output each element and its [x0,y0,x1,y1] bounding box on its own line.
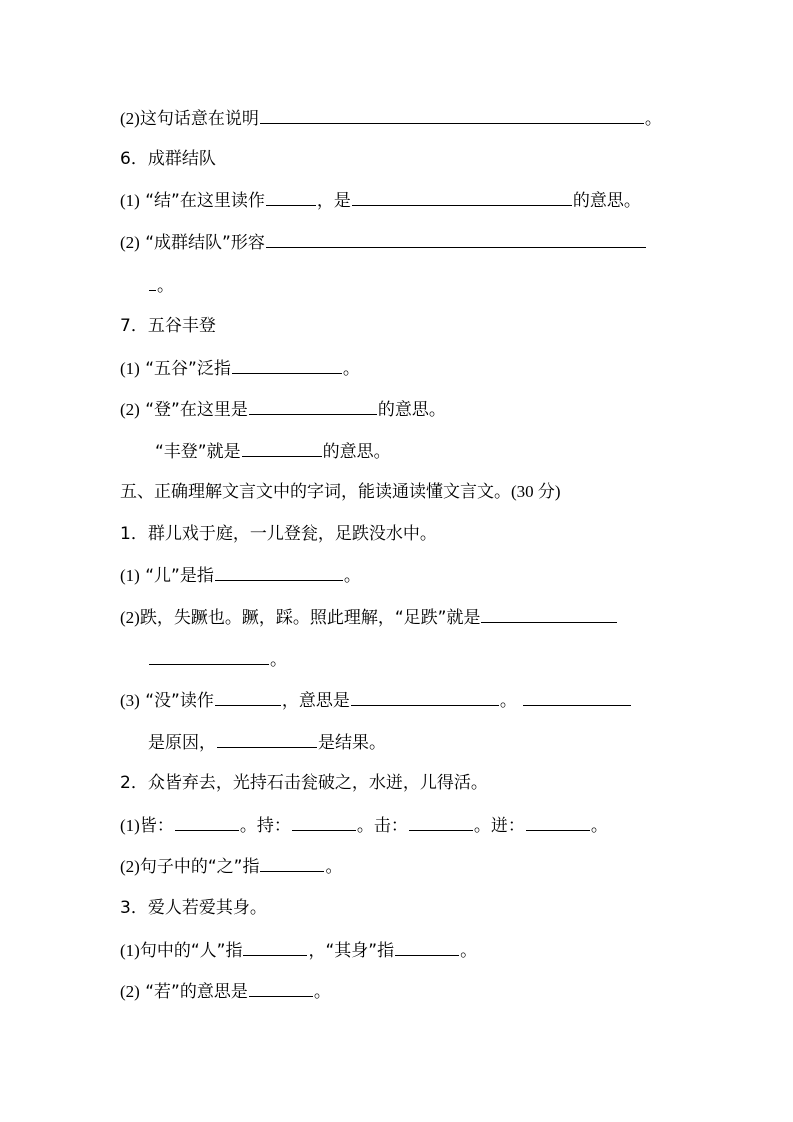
item-number: (1) [120,566,140,585]
answer-blank[interactable] [292,813,356,831]
question-text: “登”在这里是 [145,400,248,420]
punctuation: 。 [270,650,287,670]
question-text: 句子中的“之”指 [139,857,260,877]
section-title: 五、正确理解文言文中的字词，能读通读懂文言文。 [120,482,511,502]
answer-blank[interactable] [149,273,156,291]
answer-blank[interactable] [526,813,590,831]
question-text: “结”在这里读作 [145,191,265,211]
item-number: (1) [120,816,140,835]
question-6-heading: 6．成群结队 [120,149,216,169]
question-3-1 [120,938,477,962]
answer-blank[interactable] [409,813,473,831]
question-1-1 [120,563,361,587]
question-text: 。持： [239,816,291,836]
question-text: 句中的“人”指 [139,941,243,961]
answer-blank[interactable] [249,397,377,415]
question-2-2 [120,854,342,878]
answer-blank[interactable] [243,938,307,956]
answer-blank[interactable] [352,188,572,206]
item-number: (2) [120,608,140,627]
item-number: (1) [120,191,140,210]
answer-blank[interactable] [395,938,459,956]
punctuation: 。 [157,276,174,296]
question-text: 皆： [139,816,174,836]
answer-blank[interactable] [481,605,617,623]
answer-blank[interactable] [249,979,313,997]
punctuation: 。 [313,982,331,1002]
question-text: 跌，失蹶也。蹶，踩。照此理解，“足跌”就是 [139,608,481,628]
passage-3: 3．爱人若爱其身。 [120,898,267,918]
question-text: 这句话意在说明 [139,109,259,129]
question-text: 。迸： [473,816,525,836]
punctuation: 。 [460,941,478,961]
question-6-1 [120,188,641,212]
punctuation: 。 [343,566,361,586]
item-number: (2) [120,400,140,419]
question-7-2 [120,397,446,421]
answer-blank[interactable] [232,356,342,374]
question-1-3-continued [148,730,386,754]
question-7-2-continued [155,439,391,463]
item-number: (2) [120,233,140,252]
question-text: 的意思。 [322,442,391,462]
question-1-3 [120,688,632,712]
punctuation: 。 [644,109,662,129]
punctuation: 。 [590,816,608,836]
question-6-2-continued [148,273,174,297]
item-number: (1) [120,941,140,960]
question-text: “五谷”泛指 [145,359,231,379]
answer-blank[interactable] [215,563,343,581]
answer-blank[interactable] [215,688,281,706]
question-5-2 [120,106,662,130]
question-1-2 [120,605,618,629]
question-text: 是结果。 [318,733,386,753]
item-number: (2) [120,982,140,1001]
question-text: 。击： [356,816,408,836]
answer-blank[interactable] [260,106,644,124]
passage-1: 1．群儿戏于庭，一儿登瓮，足跌没水中。 [120,524,437,544]
question-text: 是原因， [148,733,216,753]
question-7-heading: 7．五谷丰登 [120,316,216,336]
question-text: ，“其身”指 [308,941,395,961]
question-text: “若”的意思是 [145,982,248,1002]
answer-blank[interactable] [149,647,269,665]
question-2-1 [120,813,608,837]
question-text: 的意思。 [572,191,641,211]
section-5-heading [120,480,561,504]
question-text: ，是 [316,191,351,211]
question-text: “成群结队”形容 [145,233,265,253]
question-7-1 [120,356,360,380]
question-text: “没”读作 [145,691,214,711]
answer-blank[interactable] [242,439,322,457]
passage-2: 2．众皆弃去，光持石击瓮破之，水迸，儿得活。 [120,773,488,793]
section-score: (30 分) [511,482,561,501]
answer-blank[interactable] [523,688,631,706]
question-text: 的意思。 [377,400,446,420]
answer-blank[interactable] [217,730,317,748]
answer-blank[interactable] [266,188,316,206]
punctuation: 。 [342,359,360,379]
question-text: ，意思是 [281,691,350,711]
question-text: “丰登”就是 [155,442,241,462]
answer-blank[interactable] [175,813,239,831]
answer-blank[interactable] [266,230,646,248]
item-number: (2) [120,857,140,876]
question-3-2 [120,979,331,1003]
item-number: (3) [120,691,140,710]
item-number: (1) [120,359,140,378]
item-number: (2) [120,109,140,128]
punctuation: 。 [325,857,343,877]
question-1-2-continued [148,647,287,671]
punctuation: 。 [499,691,517,711]
question-6-2 [120,230,647,254]
question-text: “儿”是指 [145,566,214,586]
answer-blank[interactable] [260,854,324,872]
answer-blank[interactable] [351,688,499,706]
